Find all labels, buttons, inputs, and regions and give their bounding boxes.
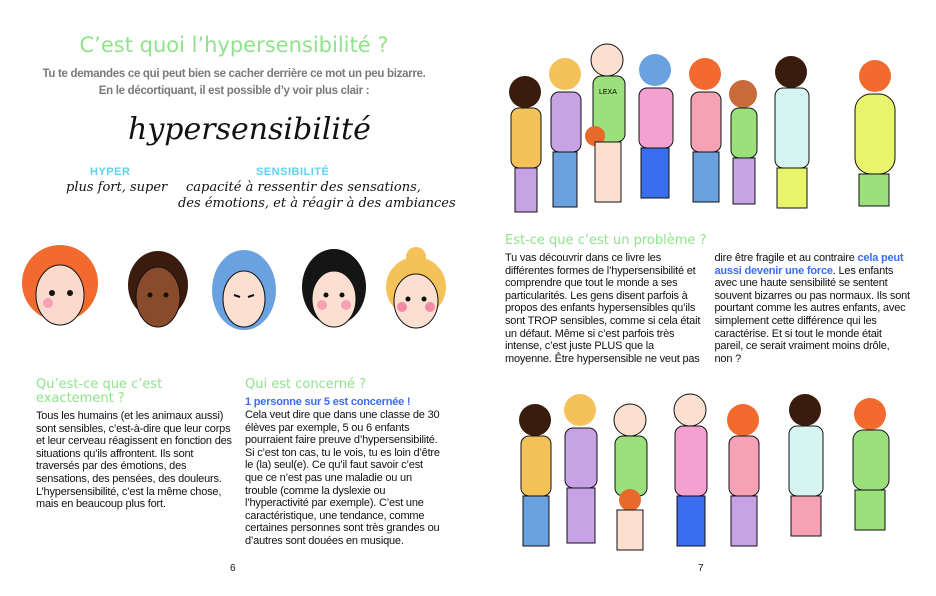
child-figure (639, 54, 673, 198)
child-figure (853, 398, 889, 530)
face-illustration (386, 247, 446, 328)
child-figure (564, 394, 597, 543)
face-illustration (128, 251, 188, 327)
sensibilite-definition-2: des émotions, et à réagir à des ambiances (178, 196, 456, 211)
faces-illustration (0, 235, 468, 345)
jersey-text: LEXA (599, 89, 617, 96)
child-figure (509, 76, 541, 212)
child-figure (519, 404, 551, 546)
problem-text-after: . Les enfants avec une haute sensibilité se sentent souvent bizarres ou pas normaux. Ils sont pourtant comme les autres enfants, avec simplement cette différence qui les caractérise. Et si tout le monde était pareil, ce serait vraiment moins drôle, non ? (714, 264, 910, 365)
child-figure (727, 404, 759, 546)
child-figure (689, 58, 721, 202)
page-number-right: 7 (698, 563, 704, 574)
child-figure (729, 80, 757, 204)
section-text-who: Cela veut dire que dans une classe de 30 élèves par exemple, 5 ou 6 enfants pourraient faire preuve d’hypersensibilité. Si c’est ton cas, tu le vois, tu es loin d’être le (la) seul(e). Ce qu’il faut savoir c’est que ce n’est pas une maladie ou un trouble (comme la dyslexie ou l’hyperactivité par exemple). C’est une caractéristique, une tendance, comme certaines personnes sont très grandes ou d’autres sont douées en musique. (245, 409, 440, 547)
face-illustration (302, 249, 366, 327)
section-highlight-who: 1 personne sur 5 est concernée ! (245, 396, 411, 408)
face-illustration (212, 250, 276, 330)
handwritten-word: hypersensibilité (128, 112, 371, 147)
section-heading-what: Qu’est-ce que c’est exactement ? (36, 377, 163, 406)
page-number-left: 6 (230, 563, 236, 574)
intro-line-2: En le décortiquant, il est possible d’y voir plus clair : (98, 85, 370, 97)
section-heading-who: Qui est concerné ? (245, 377, 367, 392)
hyper-definition: plus fort, super (66, 180, 168, 195)
sensibilite-label: SENSIBILITÉ (256, 166, 330, 178)
child-figure (585, 44, 625, 202)
section-heading-problem: Est-ce que c’est un problème ? (505, 233, 707, 248)
page-title: C’est quoi l’hypersensibilité ? (79, 33, 389, 57)
face-illustration (22, 245, 98, 325)
hyper-label: HYPER (90, 166, 131, 178)
child-figure (614, 404, 647, 550)
child-figure (855, 60, 895, 206)
children-group-illustration-top (495, 12, 925, 222)
child-figure (549, 58, 581, 207)
intro-line-1: Tu te demandes ce qui peut bien se cacher derrière ce mot un peu bizarre. (42, 68, 426, 80)
child-figure (789, 394, 823, 536)
problem-highlight: cela peut aussi devenir une force (714, 252, 904, 277)
section-text-problem (505, 252, 910, 380)
sensibilite-definition-1: capacité à ressentir des sensations, (186, 180, 421, 195)
child-figure (674, 394, 707, 546)
problem-text-before: Tu vas découvrir dans ce livre les différentes formes de l’hypersensibilité et comprendre que tout le monde a ses particularités. Les gens disent parfois à propos des enfants hypersensibles qu’ils sont TROP sensibles, comme si cela était un défaut. Même si c’est parfois très intense, c’est juste PLUS que la moyenne. Être hypersensible ne veut pas dire être fragile et au contraire (505, 252, 855, 365)
child-figure (775, 56, 809, 208)
section-text-what: Tous les humains (et les animaux aussi) sont sensibles, c’est-à-dire que leur corps et leur cerveau réagissent en fonction des situations qu’ils affrontent. Ils sont traversés par des émotions, des sensations, des pensées, des douleurs. L’hypersensibilité, c’est la même chose, mais en beaucoup plus fort. (36, 410, 232, 511)
children-group-illustration-bottom (505, 380, 925, 560)
